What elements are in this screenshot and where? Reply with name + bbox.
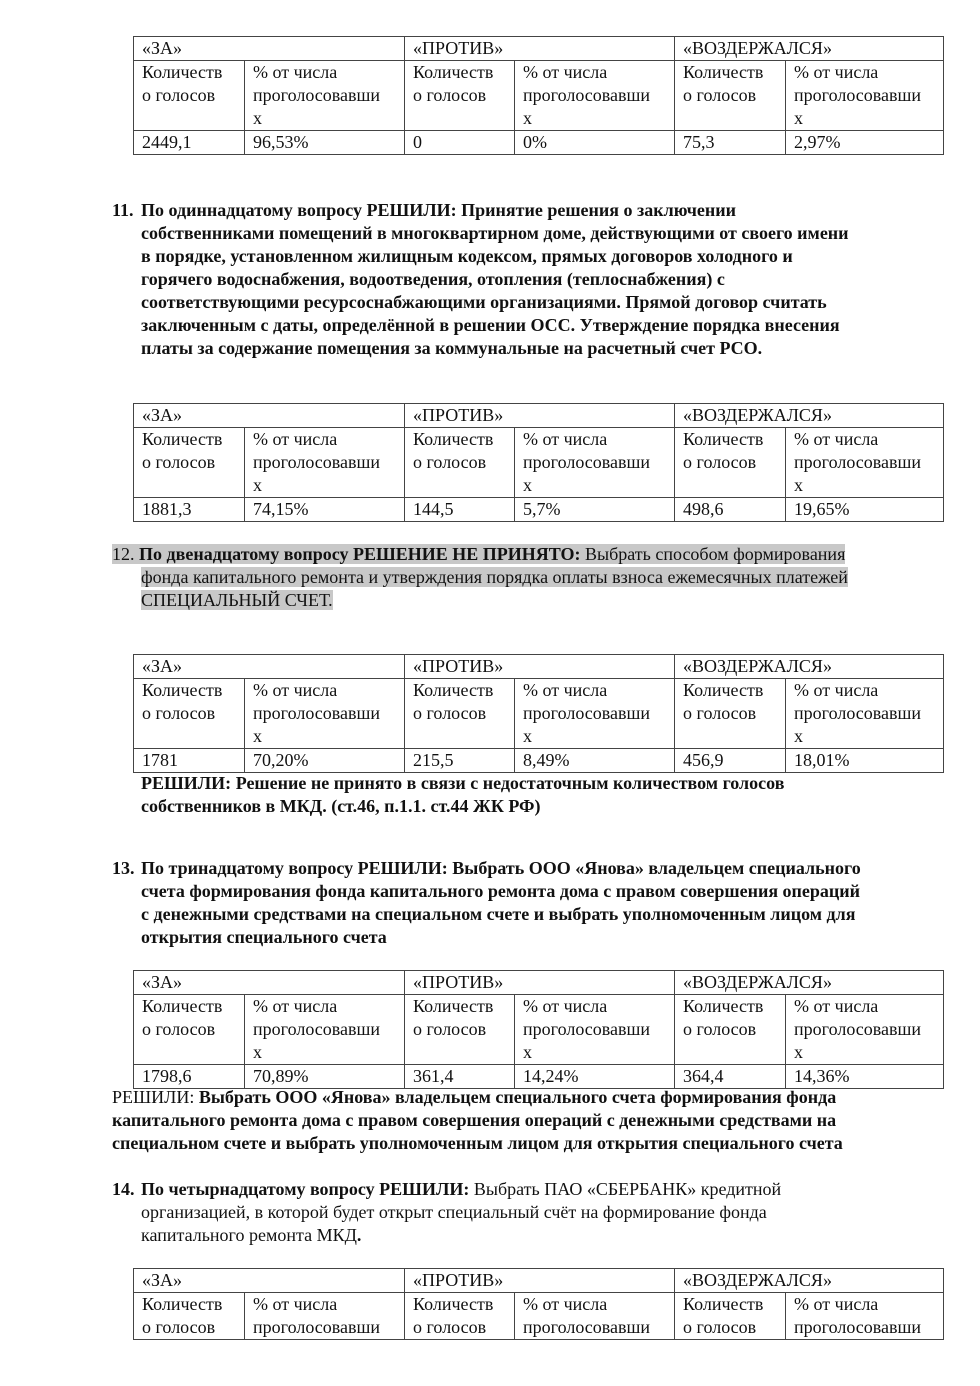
pct-col-header: % от числа проголосовавши — [515, 1293, 675, 1340]
question-13 — [112, 857, 942, 949]
pct-col-header: % от числа проголосовавши х — [245, 995, 405, 1065]
abstained-votes: 364,4 — [675, 1065, 786, 1089]
for-votes: 1781 — [134, 749, 245, 773]
header-for: «ЗА» — [134, 404, 405, 428]
against-pct: 14,24% — [515, 1065, 675, 1089]
header-against: «ПРОТИВ» — [405, 655, 675, 679]
votes-col-header: Количеств о голосов — [134, 1293, 245, 1340]
vote-table-q14 — [133, 1268, 944, 1340]
table-row — [134, 131, 944, 155]
header-for: «ЗА» — [134, 655, 405, 679]
votes-col-header: Количеств о голосов — [134, 61, 245, 131]
pct-col-header: % от числа проголосовавши х — [245, 679, 405, 749]
votes-col-header: Количеств о голосов — [405, 428, 515, 498]
for-pct: 70,89% — [245, 1065, 405, 1089]
votes-col-header: Количеств о голосов — [675, 61, 786, 131]
for-pct: 74,15% — [245, 498, 405, 522]
question-14-text: По четырнадцатому вопросу РЕШИЛИ: Выбрать ПАО «СБЕРБАНК» кредитной организацией, в которой будет открыт специальный счёт на формирование фонда капитального ремонта МКД. — [141, 1179, 782, 1245]
votes-col-header: Количеств о голосов — [675, 428, 786, 498]
pct-col-header: % от числа проголосовавши х — [515, 428, 675, 498]
question-12-text: 12. По двенадцатому вопросу РЕШЕНИЕ НЕ ПРИНЯТО: Выбрать способом формирования фонда капитального ремонта и утверждения порядка оплаты взноса ежемесячных платежей СПЕЦИАЛЬНЫЙ СЧЕТ. — [112, 544, 848, 610]
for-pct: 70,20% — [245, 749, 405, 773]
for-pct: 96,53% — [245, 131, 405, 155]
pct-col-header: % от числа проголосовавши х — [786, 428, 944, 498]
pct-col-header: % от числа проголосовавши х — [515, 995, 675, 1065]
decision-q12: РЕШИЛИ: Решение не принято в связи с недостаточным количеством голосов собственников в МКД. (ст.46, п.1.1. ст.44 ЖК РФ) — [141, 773, 785, 816]
for-votes: 1881,3 — [134, 498, 245, 522]
item-number: 13. — [112, 858, 135, 878]
header-for: «ЗА» — [134, 1269, 405, 1293]
pct-col-header: % от числа проголосовавши х — [515, 61, 675, 131]
pct-col-header: % от числа проголосовавши — [786, 1293, 944, 1340]
header-against: «ПРОТИВ» — [405, 404, 675, 428]
against-pct: 0% — [515, 131, 675, 155]
abstained-pct: 18,01% — [786, 749, 944, 773]
votes-col-header: Количеств о голосов — [134, 679, 245, 749]
abstained-pct: 14,36% — [786, 1065, 944, 1089]
for-votes: 1798,6 — [134, 1065, 245, 1089]
against-pct: 5,7% — [515, 498, 675, 522]
votes-col-header: Количеств о голосов — [134, 995, 245, 1065]
header-abstained: «ВОЗДЕРЖАЛСЯ» — [675, 1269, 944, 1293]
votes-col-header: Количеств о голосов — [134, 428, 245, 498]
question-11-text: По одиннадцатому вопросу РЕШИЛИ: Принятие решения о заключении собственниками помещений в многоквартирном доме, действующими от своего имени в порядке, установленном жилищным кодексом, прямых договоров холодного и горячего водоснабжения, водоотведения, отопления (теплоснабжения) с соответствующими ресурсоснабжающими организациями. Прямой договор считать заключенным с даты, определённой в решении ОСС. Утверждение порядка внесения платы за содержание помещения за коммунальные на расчетный счет РСО. — [141, 200, 849, 358]
pct-col-header: % от числа проголосовавши — [245, 1293, 405, 1340]
header-for: «ЗА» — [134, 37, 405, 61]
table-row — [134, 1065, 944, 1089]
header-against: «ПРОТИВ» — [405, 1269, 675, 1293]
against-pct: 8,49% — [515, 749, 675, 773]
vote-table-q12 — [133, 654, 944, 773]
pct-col-header: % от числа проголосовавши х — [515, 679, 675, 749]
against-votes: 361,4 — [405, 1065, 515, 1089]
pct-col-header: % от числа проголосовавши х — [786, 61, 944, 131]
votes-col-header: Количеств о голосов — [675, 995, 786, 1065]
item-number: 12. — [112, 544, 135, 564]
abstained-pct: 2,97% — [786, 131, 944, 155]
item-number: 11. — [112, 200, 134, 220]
votes-col-header: Количеств о голосов — [405, 61, 515, 131]
table-row — [134, 498, 944, 522]
table-row — [134, 749, 944, 773]
pct-col-header: % от числа проголосовавши х — [245, 428, 405, 498]
question-12-lead: По двенадцатому вопросу РЕШЕНИЕ НЕ ПРИНЯТО: — [139, 544, 581, 564]
abstained-votes: 75,3 — [675, 131, 786, 155]
question-13-text: По тринадцатому вопросу РЕШИЛИ: Выбрать ООО «Янова» владельцем специального счета формирования фонда капитального ремонта дома с правом совершения операций с денежными средствами на специальном счете и выбрать уполномоченным лицом для открытия специального счета — [141, 858, 861, 947]
pct-col-header: % от числа проголосовавши х — [245, 61, 405, 131]
pct-col-header: % от числа проголосовавши х — [786, 679, 944, 749]
votes-col-header: Количеств о голосов — [405, 1293, 515, 1340]
question-11 — [112, 199, 942, 360]
votes-col-header: Количеств о голосов — [405, 995, 515, 1065]
abstained-votes: 498,6 — [675, 498, 786, 522]
against-votes: 215,5 — [405, 749, 515, 773]
header-against: «ПРОТИВ» — [405, 37, 675, 61]
votes-col-header: Количеств о голосов — [675, 1293, 786, 1340]
question-12 — [112, 543, 942, 612]
vote-table-q13 — [133, 970, 944, 1089]
against-votes: 144,5 — [405, 498, 515, 522]
against-votes: 0 — [405, 131, 515, 155]
vote-table-q10 — [133, 36, 944, 155]
vote-table-q11 — [133, 403, 944, 522]
item-number: 14. — [112, 1179, 135, 1199]
header-abstained: «ВОЗДЕРЖАЛСЯ» — [675, 655, 944, 679]
decision-q13: РЕШИЛИ: Выбрать ООО «Янова» владельцем специального счета формирования фонда капитального ремонта дома с правом совершения операций с денежными средствами на специальном счете и выбрать уполномоченным лицом для открытия специального счета — [112, 1087, 843, 1153]
votes-col-header: Количеств о голосов — [675, 679, 786, 749]
header-abstained: «ВОЗДЕРЖАЛСЯ» — [675, 404, 944, 428]
abstained-pct: 19,65% — [786, 498, 944, 522]
header-abstained: «ВОЗДЕРЖАЛСЯ» — [675, 37, 944, 61]
pct-col-header: % от числа проголосовавши х — [786, 995, 944, 1065]
question-14 — [112, 1178, 942, 1247]
header-against: «ПРОТИВ» — [405, 971, 675, 995]
votes-col-header: Количеств о голосов — [405, 679, 515, 749]
for-votes: 2449,1 — [134, 131, 245, 155]
header-abstained: «ВОЗДЕРЖАЛСЯ» — [675, 971, 944, 995]
header-for: «ЗА» — [134, 971, 405, 995]
abstained-votes: 456,9 — [675, 749, 786, 773]
